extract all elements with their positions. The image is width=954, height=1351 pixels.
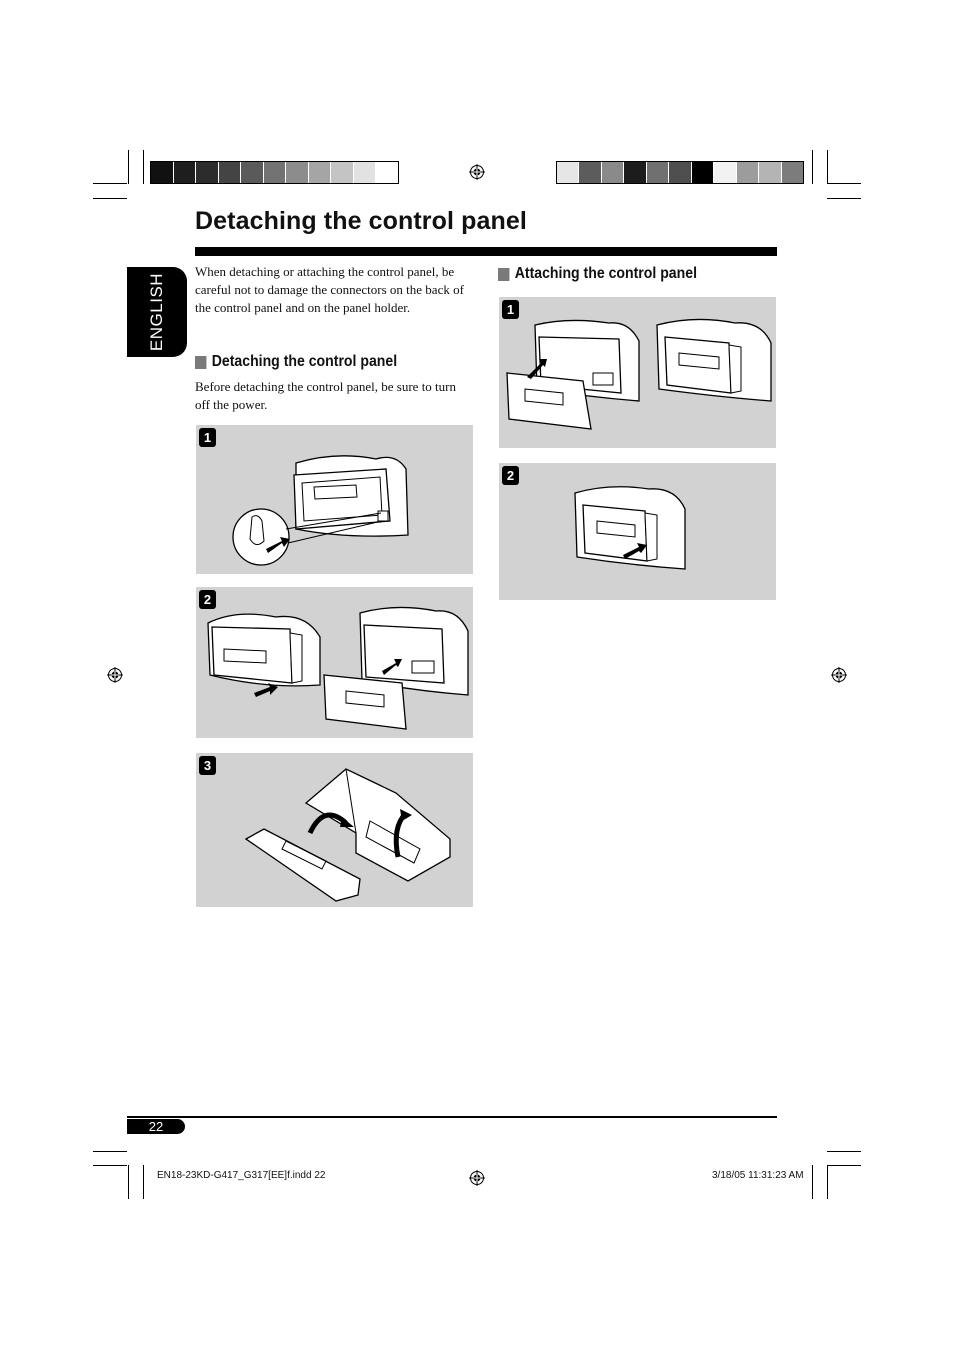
file-slug: EN18-23KD-G417_G317[EE]f.indd 22 <box>157 1170 326 1181</box>
step-badge: 2 <box>502 466 519 485</box>
registration-mark-icon <box>107 667 123 683</box>
page-number: 22 <box>127 1119 185 1134</box>
page-title: Detaching the control panel <box>195 207 527 235</box>
heading-square-icon <box>195 356 206 369</box>
crop-mark-icon <box>827 1151 861 1152</box>
attach-step-2-figure <box>499 463 776 600</box>
crop-mark-icon <box>128 1165 129 1199</box>
registration-mark-icon <box>469 164 485 180</box>
crop-mark-icon <box>93 198 127 199</box>
registration-mark-icon <box>831 667 847 683</box>
detach-step-2-figure <box>196 587 473 738</box>
title-rule <box>195 247 777 256</box>
color-bar-icon <box>150 161 399 184</box>
detach-step-3-figure <box>196 753 473 907</box>
step-badge: 1 <box>502 300 519 319</box>
color-bar-icon <box>556 161 804 184</box>
crop-mark-icon <box>143 150 144 184</box>
crop-mark-icon <box>93 1165 127 1166</box>
heading-square-icon <box>498 268 509 281</box>
step-badge: 2 <box>199 590 216 609</box>
attach-step-1-figure <box>499 297 776 448</box>
crop-mark-icon <box>93 1151 127 1152</box>
crop-mark-icon <box>827 150 828 184</box>
crop-mark-icon <box>93 183 127 184</box>
step-badge: 1 <box>199 428 216 447</box>
crop-mark-icon <box>143 1165 144 1199</box>
print-timestamp: 3/18/05 11:31:23 AM <box>712 1170 804 1181</box>
crop-mark-icon <box>812 1165 813 1199</box>
crop-mark-icon <box>827 1165 861 1166</box>
crop-mark-icon <box>812 150 813 184</box>
footer-rule <box>127 1116 777 1118</box>
crop-mark-icon <box>128 150 129 184</box>
language-tab <box>127 267 187 357</box>
detach-step-1-figure <box>196 425 473 574</box>
detaching-note: Before detaching the control panel, be sure to turn off the power. <box>195 379 456 412</box>
registration-mark-icon <box>469 1170 485 1186</box>
language-tab-label: ENGLISH <box>147 272 166 352</box>
crop-mark-icon <box>827 198 861 199</box>
step-badge: 3 <box>199 756 216 775</box>
detaching-heading: Detaching the control panel <box>195 353 397 371</box>
attaching-heading: Attaching the control panel <box>498 265 697 283</box>
crop-mark-icon <box>827 1165 828 1199</box>
crop-mark-icon <box>827 183 861 184</box>
intro-text: When detaching or attaching the control panel, be careful not to damage the connectors on the back of the control panel and on the panel holder. <box>195 264 464 315</box>
